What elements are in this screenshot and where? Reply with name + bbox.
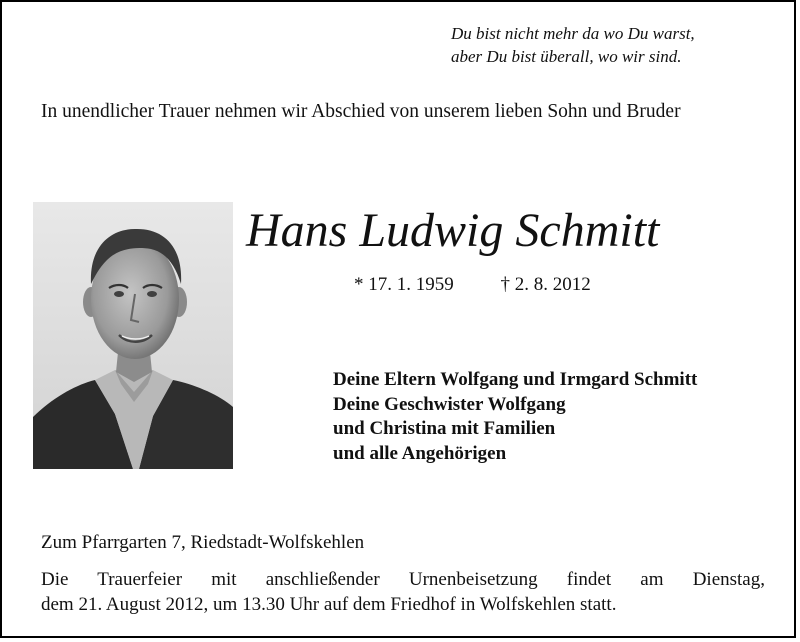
portrait-photo — [33, 202, 233, 469]
verse-line-2: aber Du bist überall, wo wir sind. — [451, 47, 682, 66]
mourner-line: Deine Geschwister Wolfgang — [333, 393, 566, 415]
family-address: Zum Pfarrgarten 7, Riedstadt-Wolfskehlen — [41, 532, 365, 553]
mourner-line: Deine Eltern Wolfgang und Irmgard Schmitt — [333, 369, 698, 390]
life-dates — [354, 272, 591, 298]
deceased-name: Hans Ludwig Schmitt — [246, 204, 660, 257]
verse-line-1: Du bist nicht mehr da wo Du warst, — [451, 24, 695, 43]
mourner-line: und Christina mit Familien — [333, 418, 556, 439]
service-line-1: Die Trauerfeier mit anschließender Urnenbeisetzung findet am Dienstag, — [41, 569, 765, 590]
death-date: † 2. 8. 2012 — [500, 274, 591, 295]
mourners-list — [333, 368, 773, 466]
mourner-line: und alle Angehörigen — [333, 442, 507, 464]
birth-date: * 17. 1. 1959 — [354, 274, 454, 295]
funeral-service-info — [41, 567, 765, 617]
service-line-2: dem 21. August 2012, um 13.30 Uhr auf dem Friedhof in Wolfskehlen statt. — [41, 594, 617, 615]
memorial-verse — [451, 22, 781, 68]
intro-text: In unendlicher Trauer nehmen wir Abschied von unserem lieben Sohn und Bruder — [41, 101, 681, 122]
